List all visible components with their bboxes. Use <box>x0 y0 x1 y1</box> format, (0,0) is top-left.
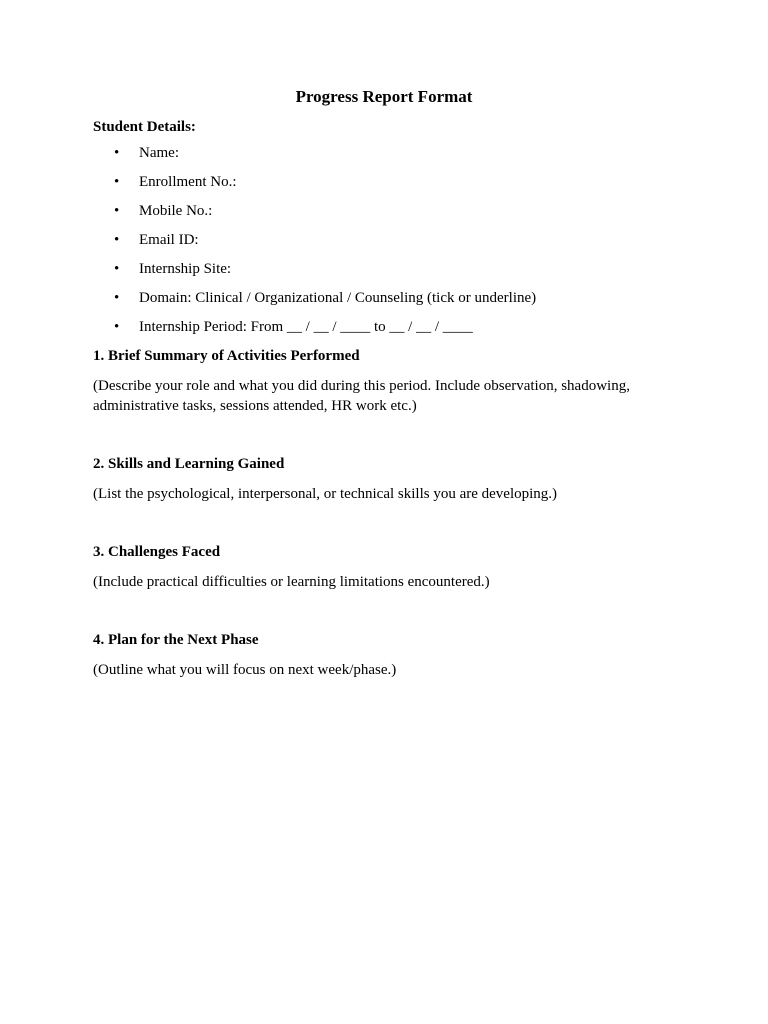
bullet-icon: • <box>114 174 120 190</box>
detail-label: Enrollment No.: <box>139 174 237 190</box>
detail-label: Internship Site: <box>139 261 232 277</box>
detail-item-email <box>93 231 675 249</box>
detail-label: Email ID: <box>139 232 199 248</box>
detail-item-internship-period <box>93 318 675 336</box>
detail-item-mobile <box>93 202 675 220</box>
bullet-icon: • <box>114 261 120 277</box>
section-description: (Outline what you will focus on next week/phase.) <box>93 662 397 678</box>
detail-label: Internship Period: From __ / __ / ____ to __ / __ / ____ <box>139 319 473 335</box>
section-description: (Include practical difficulties or learning limitations encountered.) <box>93 574 490 590</box>
section-description: (List the psychological, interpersonal, or technical skills you are developing.) <box>93 486 558 502</box>
section-heading: 4. Plan for the Next Phase <box>93 632 259 648</box>
section-activities <box>93 347 675 416</box>
detail-item-name <box>93 144 675 162</box>
detail-label: Name: <box>139 145 179 161</box>
section-description: (Describe your role and what you did during this period. Include observation, shadowing, administrative tasks, sessions attended, HR work etc.) <box>93 378 630 414</box>
detail-item-internship-site <box>93 260 675 278</box>
section-heading: 2. Skills and Learning Gained <box>93 456 285 472</box>
document-title: Progress Report Format <box>295 87 473 106</box>
student-details-heading: Student Details: <box>93 119 196 135</box>
section-heading: 1. Brief Summary of Activities Performed <box>93 348 360 364</box>
bullet-icon: • <box>114 290 120 306</box>
bullet-icon: • <box>114 203 120 219</box>
bullet-icon: • <box>114 232 120 248</box>
section-skills <box>93 455 675 504</box>
section-next-phase <box>93 631 675 680</box>
bullet-icon: • <box>114 145 120 161</box>
detail-item-enrollment <box>93 173 675 191</box>
bullet-icon: • <box>114 319 120 335</box>
student-details-list <box>93 144 675 336</box>
section-heading: 3. Challenges Faced <box>93 544 221 560</box>
detail-label: Mobile No.: <box>139 203 213 219</box>
section-challenges <box>93 543 675 592</box>
detail-label: Domain: Clinical / Organizational / Counseling (tick or underline) <box>139 290 537 306</box>
detail-item-domain <box>93 289 675 307</box>
